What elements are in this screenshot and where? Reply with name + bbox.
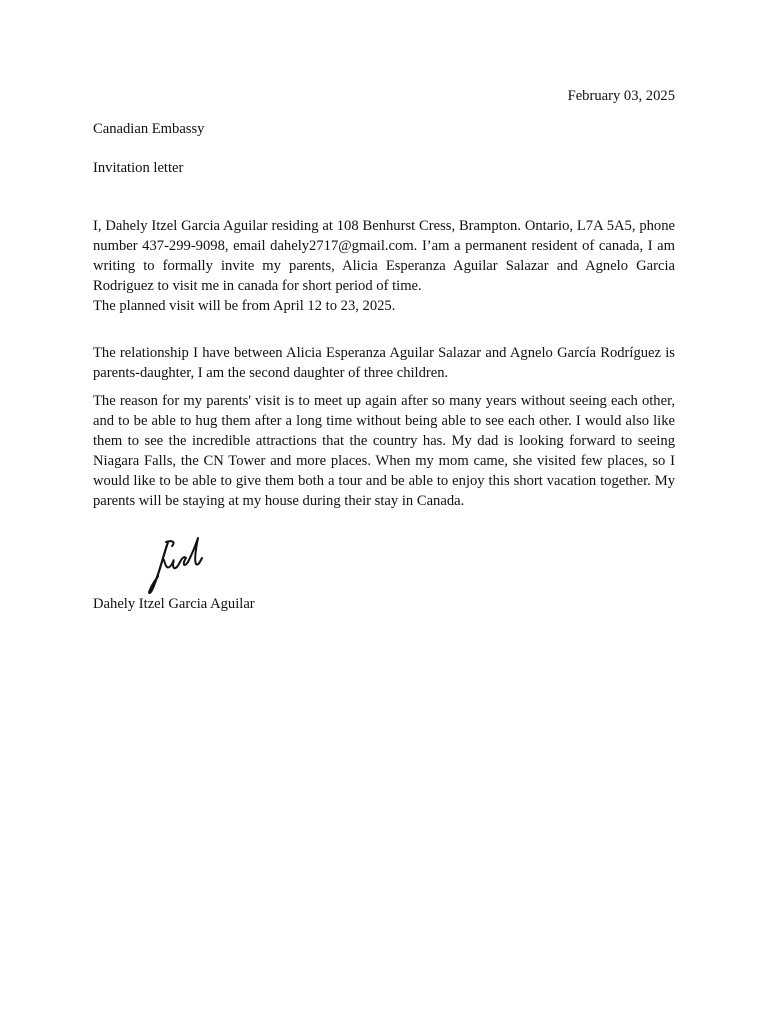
letter-subject: Invitation letter <box>93 160 184 176</box>
visit-dates-line: The planned visit will be from April 12 to 23, 2025. <box>93 298 396 314</box>
paragraph-reason: The reason for my parents' visit is to meet up again after so many years without seeing each other, and to be able to hug them after a long time without being able to see each other. I would also like them to see the incredible attractions that the country has. My dad is looking forward to seeing Niagara Falls, the CN Tower and more places. When my mom came, she visited few places, so I would like to be able to give them both a tour and be able to enjoy this short vacation together. My parents will be staying at my house during their stay in Canada. <box>93 393 675 509</box>
paragraph-introduction-text: I, Dahely Itzel Garcia Aguilar residing at 108 Benhurst Cress, Brampton. Ontario, L7A 5A5, phone number 437-299-9098, email dahely2717@gmail.com. I’am a permanent resident of canada, I am writing to formally invite my parents, Alicia Esperanza Aguilar Salazar and Agnelo Garcia Rodriguez to visit me in canada for short period of time. <box>93 218 675 294</box>
paragraph-introduction <box>93 216 675 316</box>
recipient: Canadian Embassy <box>93 121 205 137</box>
signer-name: Dahely Itzel Garcia Aguilar <box>93 596 255 612</box>
handwritten-signature-icon <box>142 530 206 600</box>
paragraph-relationship: The relationship I have between Alicia Esperanza Aguilar Salazar and Agnelo García Rodríguez is parents-daughter, I am the second daughter of three children. <box>93 345 675 381</box>
letter-date: February 03, 2025 <box>567 88 675 104</box>
